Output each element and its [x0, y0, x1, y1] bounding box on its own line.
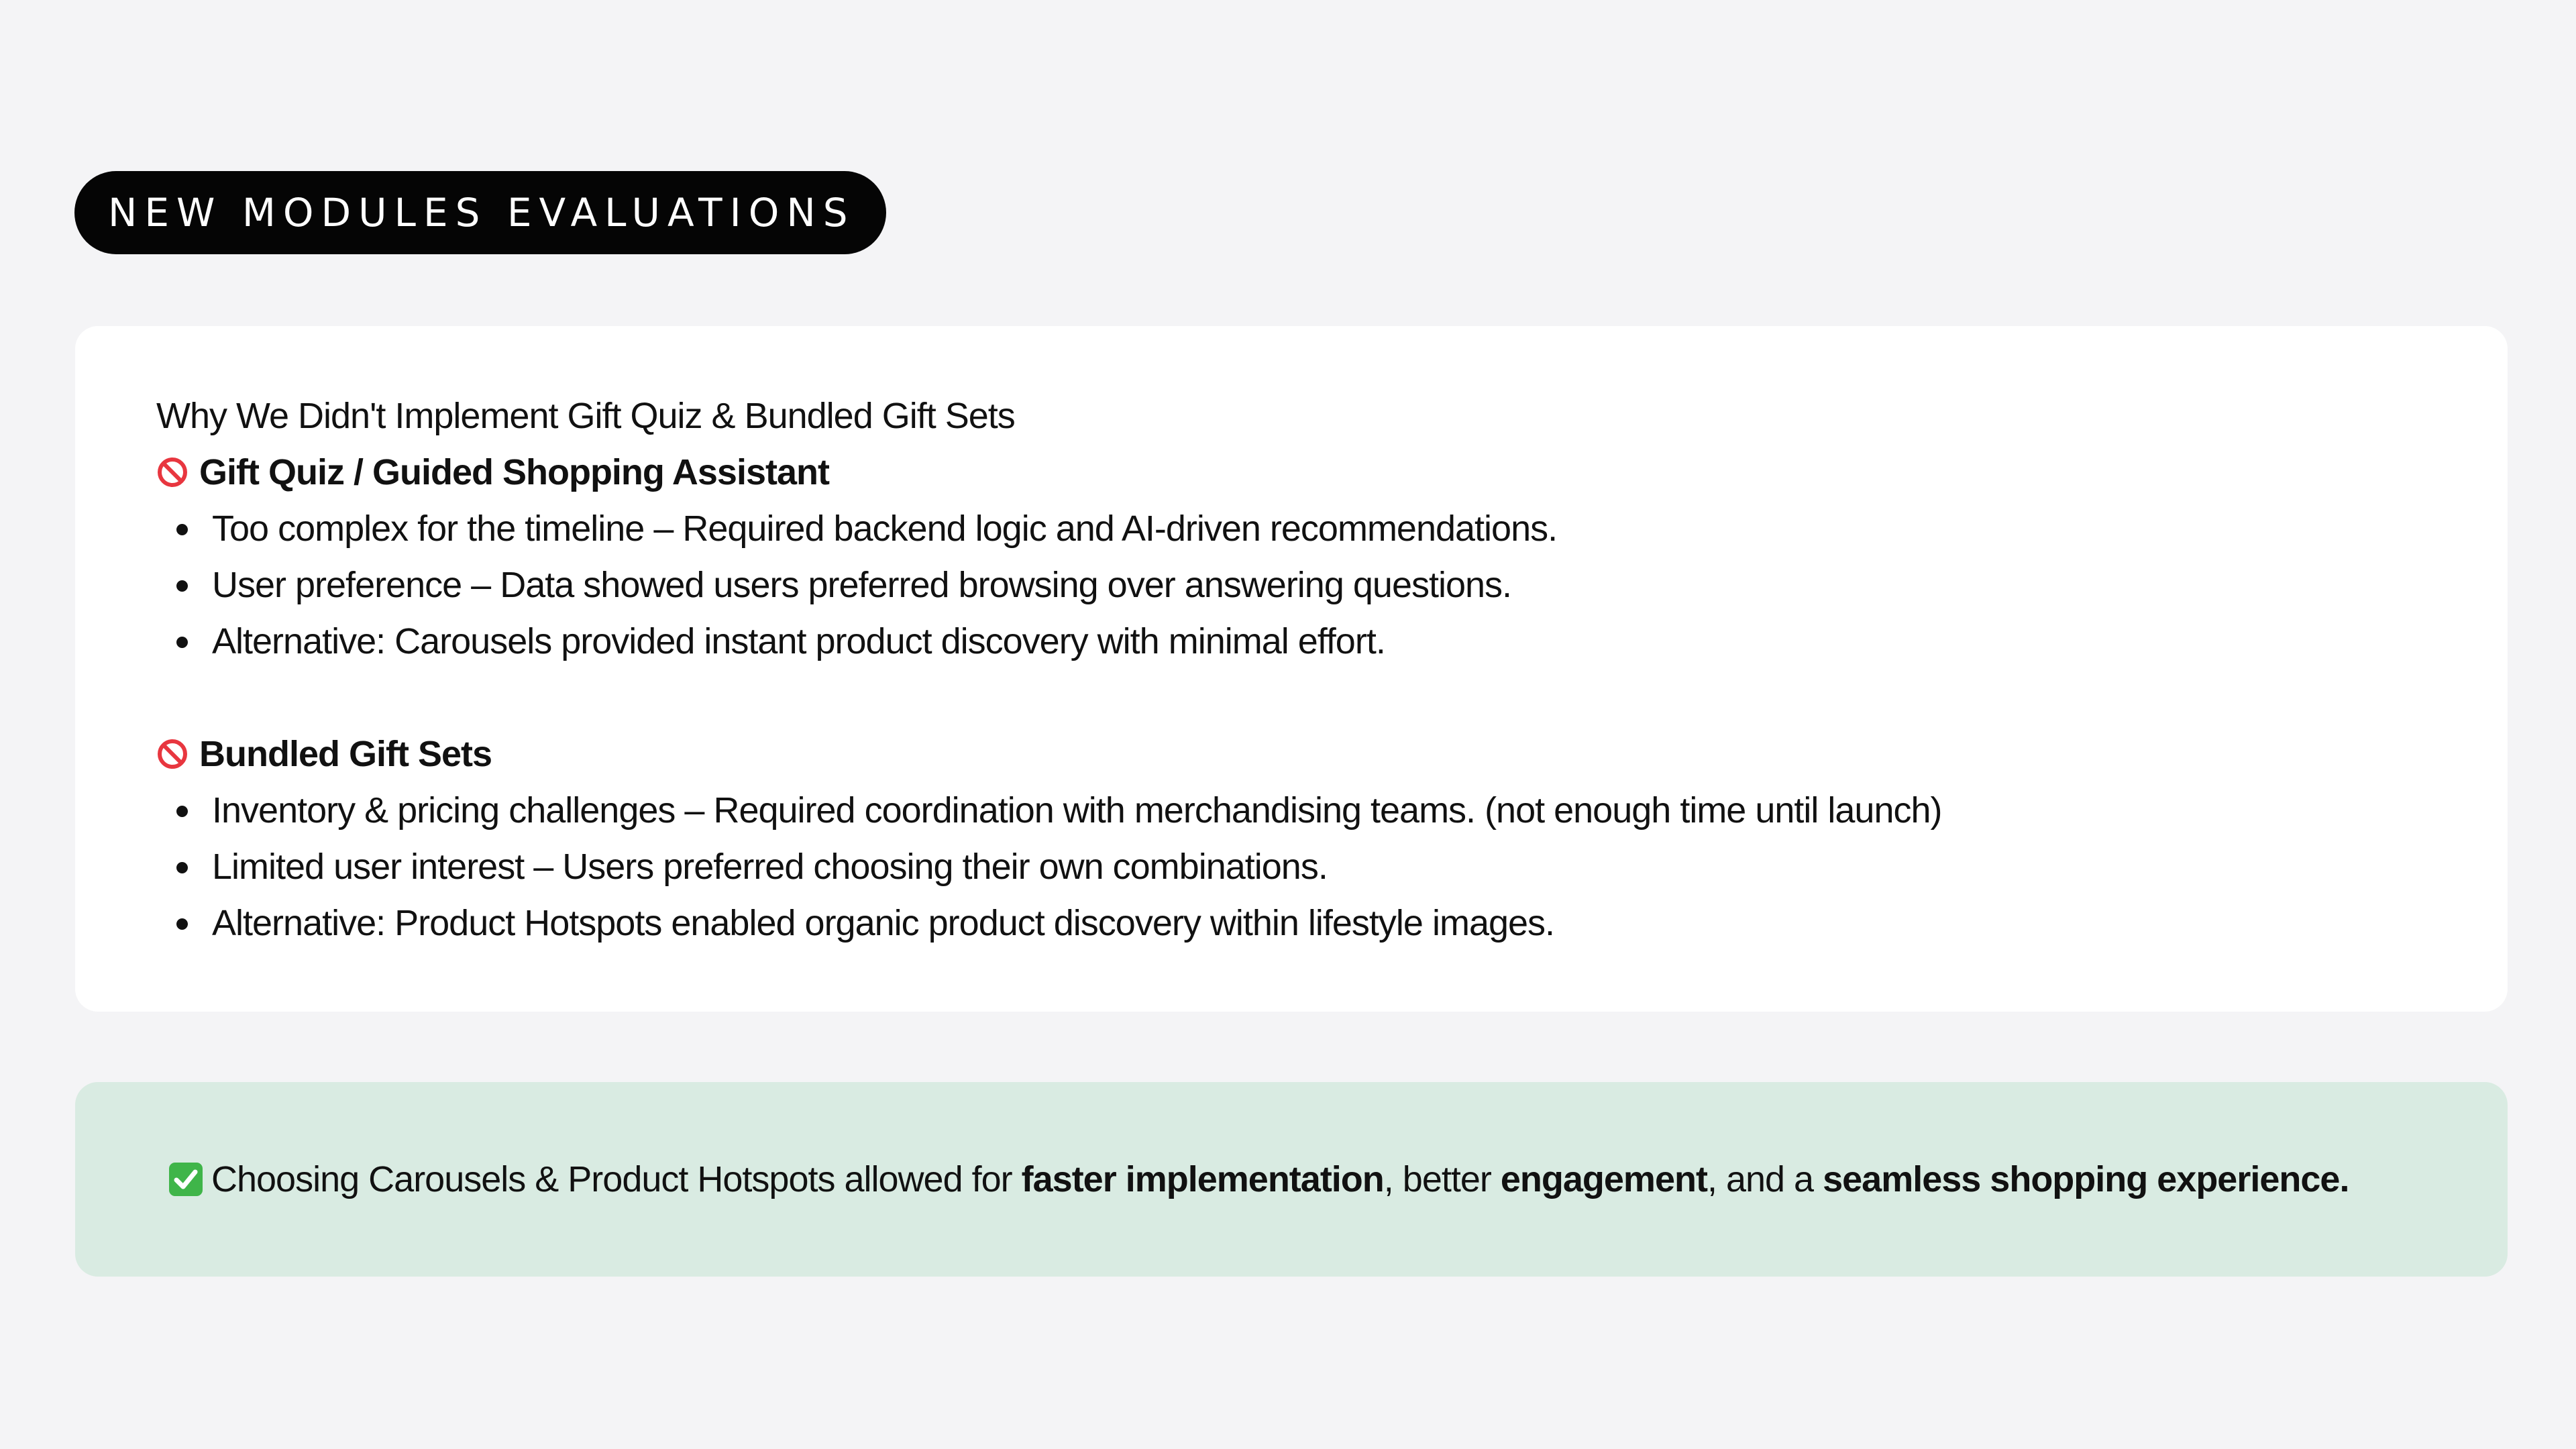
section-heading-bundled-gift-sets — [156, 726, 2508, 782]
conclusion-connector: , better — [1383, 1159, 1501, 1199]
bundled-gift-sets-bullet-list — [156, 782, 2508, 951]
prohibited-icon — [156, 456, 189, 488]
check-mark-icon — [167, 1161, 205, 1198]
list-item: Inventory & pricing challenges – Required coordination with merchandising teams. (not enough time until launch) — [156, 782, 2508, 839]
conclusion-connector: , and a — [1707, 1159, 1823, 1199]
conclusion-emphasis-implementation: faster implementation — [1021, 1159, 1384, 1199]
section-spacer — [156, 669, 2508, 726]
conclusion-callout — [75, 1082, 2508, 1277]
conclusion-emphasis-engagement: engagement — [1500, 1159, 1707, 1199]
title-badge — [74, 171, 886, 254]
list-item: Alternative: Product Hotspots enabled organic product discovery within lifestyle images. — [156, 895, 2508, 951]
list-item: Alternative: Carousels provided instant product discovery with minimal effort. — [156, 613, 2508, 669]
section-heading-text: Gift Quiz / Guided Shopping Assistant — [199, 452, 829, 492]
slide-title: NEW MODULES EVALUATIONS — [108, 190, 855, 235]
conclusion-text — [167, 1159, 2349, 1200]
list-item: Limited user interest – Users preferred choosing their own combinations. — [156, 839, 2508, 895]
conclusion-prefix: Choosing Carousels & Product Hotspots allowed for — [211, 1159, 1012, 1199]
section-heading-text: Bundled Gift Sets — [199, 734, 492, 774]
list-item: User preference – Data showed users preferred browsing over answering questions. — [156, 557, 2508, 613]
prohibited-icon — [156, 738, 189, 770]
section-heading-gift-quiz — [156, 444, 2508, 500]
conclusion-emphasis-experience: seamless shopping experience. — [1823, 1159, 2349, 1199]
evaluation-card — [75, 326, 2508, 1012]
card-intro: Why We Didn't Implement Gift Quiz & Bundled Gift Sets — [156, 396, 1015, 436]
list-item: Too complex for the timeline – Required backend logic and AI-driven recommendations. — [156, 500, 2508, 557]
gift-quiz-bullet-list — [156, 500, 2508, 669]
